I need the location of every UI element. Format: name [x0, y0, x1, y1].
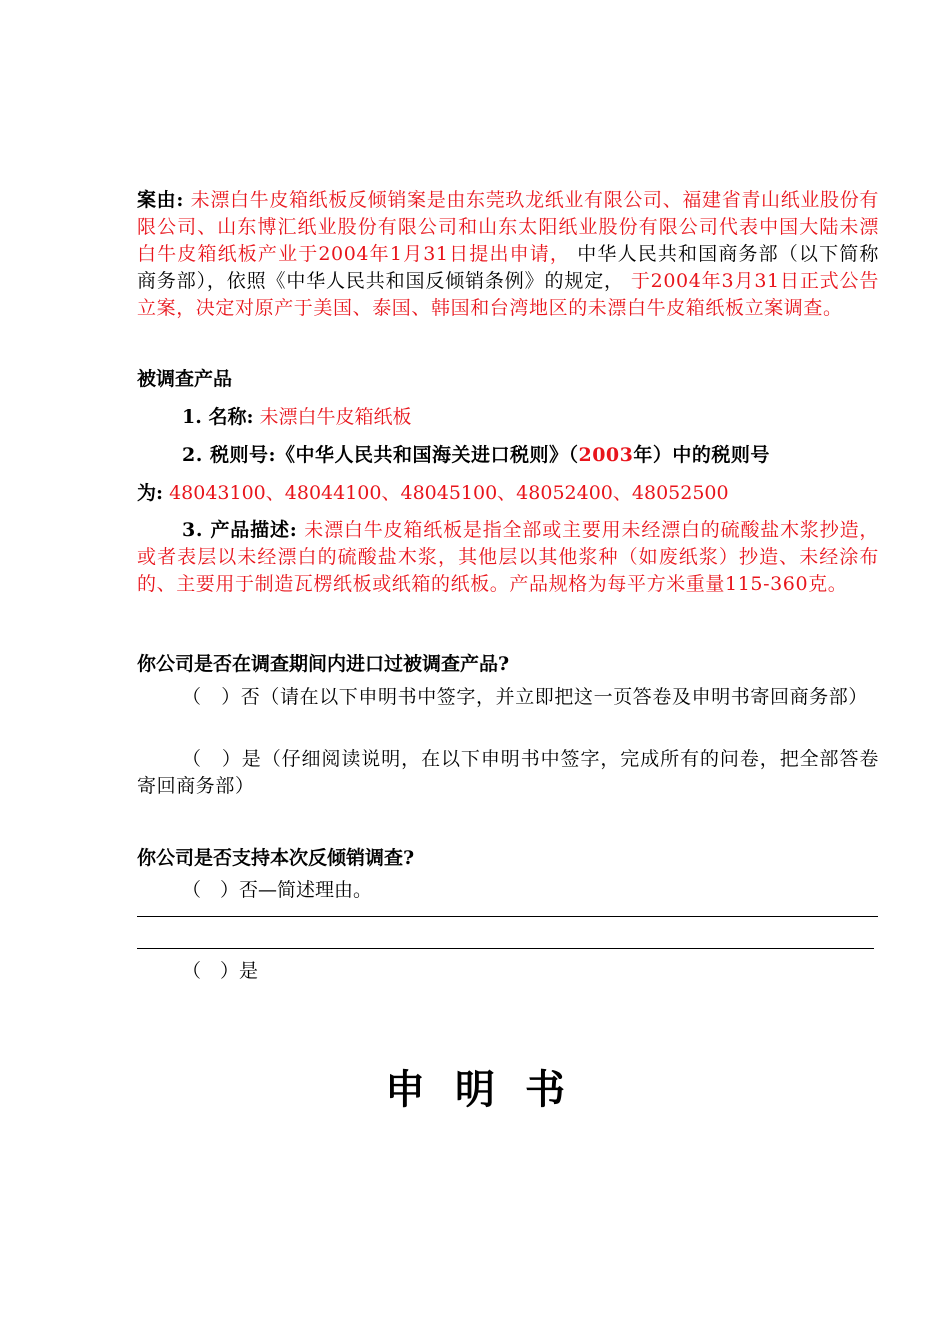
question-import: 你公司是否在调查期间内进口过被调查产品?: [137, 653, 510, 675]
case-text-2: 于2004年3月31日正式公告立案，决定对原产于美国、泰国、韩国和台湾地区的未漂白牛皮箱纸板立案调查。: [137, 270, 879, 319]
product-name-value: 未漂白牛皮箱纸板: [259, 406, 412, 428]
declaration-title: 申明书: [385, 1066, 595, 1113]
tariff-values-line: [137, 480, 879, 507]
tariff-label-cont: 为:: [137, 482, 164, 504]
product-desc-label: 3. 产品描述:: [182, 519, 298, 541]
product-name-label: 1. 名称:: [182, 406, 254, 428]
product-desc-value: 未漂白牛皮箱纸板是指全部或主要用未经漂白的硫酸盐木浆抄造，或者表层以未经漂白的硫酸盐木浆，其他层以其他浆种（如废纸浆）抄造、未经涂布的、主要用于制造瓦楞纸板或纸箱的纸板。产品规格为每平方米重量115-360克。: [137, 519, 880, 595]
case-black-text: 中华人民共和国商务部（以下简称商务部），依照《中华人民共和国反倾销条例》的规定，: [137, 243, 879, 292]
case-paragraph: [137, 187, 879, 322]
import-option-yes[interactable]: （ ）是（仔细阅读说明，在以下申明书中签字，完成所有的问卷，把全部答卷寄回商务部）: [137, 748, 879, 797]
import-option-no[interactable]: （ ）否（请在以下申明书中签字，并立即把这一页答卷及申明书寄回商务部）: [182, 686, 869, 708]
tariff-label-end: 年）中的税则号: [633, 444, 770, 466]
case-label: 案由:: [137, 189, 184, 211]
support-option-no[interactable]: （ ）否—简述理由。: [182, 879, 373, 901]
tariff-values: 48043100、48044100、48045100、48052400、48052500: [169, 482, 729, 504]
tariff-year: 2003: [578, 444, 634, 466]
tariff-label: 2. 税则号:《中华人民共和国海关进口税则》（: [182, 444, 579, 466]
case-text: 未漂白牛皮箱纸板反倾销案是由东莞玖龙纸业有限公司、福建省青山纸业股份有限公司、山东博汇纸业股份有限公司和山东太阳纸业股份有限公司代表中国大陆未漂白牛皮箱纸板产业于2004年1月31日提出申请，: [137, 189, 879, 265]
tariff-line: [137, 442, 879, 469]
question-support: 你公司是否支持本次反倾销调查?: [137, 847, 415, 869]
product-heading: 被调查产品: [137, 368, 233, 390]
reason-line-2[interactable]: [137, 948, 874, 949]
product-name-line: [137, 404, 879, 431]
product-description: [137, 517, 879, 598]
support-option-yes[interactable]: （ ）是: [182, 960, 259, 982]
reason-line-1[interactable]: [137, 916, 878, 917]
